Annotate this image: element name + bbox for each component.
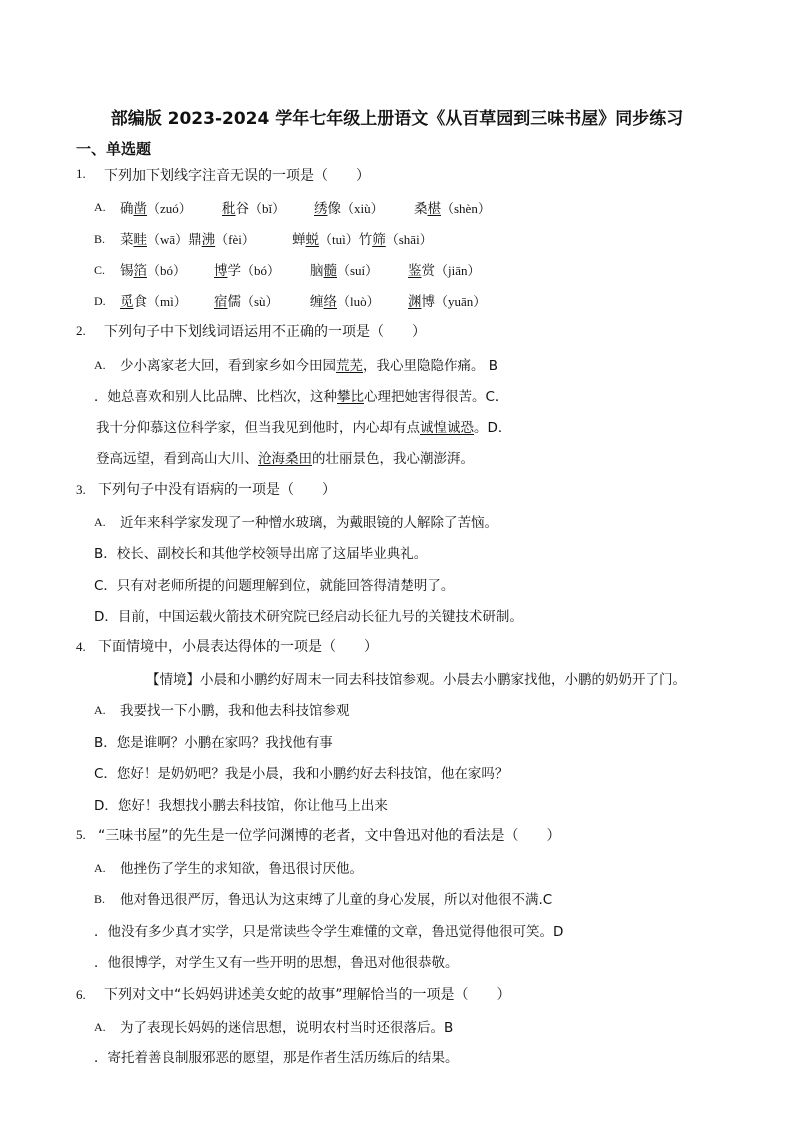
section-heading: 一、单选题 [76, 140, 152, 158]
option-c-item-4: 鉴赏（jiān） [408, 263, 481, 279]
question-number: 1. [76, 166, 86, 181]
question-stem: 下列加下划线字注音无误的一项是（ ） [104, 168, 370, 184]
option-d-text: D．您好！我想找小鹏去科技馆，你让他马上出来 [94, 798, 388, 814]
option-label: B. [94, 232, 106, 246]
option-d-item-2: 宿儒（sù） [214, 294, 279, 310]
option-a-item-4: 桑椹（shèn） [414, 201, 491, 217]
option-label: A. [94, 515, 106, 529]
option-d-text: ．他很博学，对学生又有一些开明的思想，鲁迅对他很恭敬。 [94, 955, 459, 971]
option-a-text: 为了表现长妈妈的迷信思想，说明农村当时还很落后。B [120, 1020, 454, 1036]
question-number: 6. [76, 987, 86, 1002]
option-d-item-3: 缠络（luò） [310, 294, 380, 310]
option-label: A. [94, 358, 106, 372]
option-a-text: 我要找一下小鹏，我和他去科技馆参观 [120, 703, 350, 719]
option-d-item-1: 觅食（mì） [120, 294, 187, 310]
option-b-item-2: 蝉蜕（tuì）竹筛（shāi） [292, 232, 433, 248]
option-label: A. [94, 861, 106, 875]
question-stem: 下列对文中“长妈妈讲述美女蛇的故事”理解恰当的一项是（ ） [104, 987, 511, 1003]
option-a-text: 近年来科学家发现了一种憎水玻璃，为戴眼镜的人解除了苦恼。 [120, 515, 498, 531]
option-label: A. [94, 703, 106, 717]
option-d-text: D．目前，中国运载火箭技术研究院已经启动长征九号的关键技术研制。 [94, 609, 523, 625]
option-label: D. [94, 294, 106, 308]
option-text: ．她总喜欢和别人比品牌、比档次，这种攀比心理把她害得很苦。C． [94, 389, 509, 405]
option-c-text: C．您好！是奶奶吧？我是小晨，我和小鹏约好去科技馆，他在家吗？ [94, 766, 509, 782]
question-stem: “三味书屋”的先生是一位学问渊博的老者，文中鲁迅对他的看法是（ ） [98, 828, 561, 844]
option-d-item-4: 渊博（yuān） [408, 294, 487, 310]
option-a-item-3: 绣像（xiù） [314, 201, 384, 217]
context-text: 【情境】小晨和小鹏约好周末一同去科技馆参观。小晨去小鹏家找他，小鹏的奶奶开了门。 [146, 672, 686, 688]
option-b-item-1: 菜畦（wā）鼎沸（fèi） [120, 232, 255, 248]
option-c-item-1: 锡箔（bó） [120, 263, 187, 279]
question-number: 5. [76, 827, 86, 842]
option-text: 少小离家老大回，看到家乡如今田园荒芜，我心里隐隐作痛。 B [120, 358, 499, 374]
option-text: 登高远望，看到高山大川、沧海桑田的壮丽景色，我心潮澎湃。 [96, 451, 474, 467]
option-label: B. [94, 892, 106, 906]
question-number: 2. [76, 323, 86, 338]
question-stem: 下面情境中，小晨表达得体的一项是（ ） [98, 639, 378, 655]
option-a-item-2: 秕谷（bǐ） [222, 201, 286, 217]
option-a-text: 他挫伤了学生的求知欲，鲁迅很讨厌他。 [120, 861, 363, 877]
question-stem: 下列句子中下划线词语运用不正确的一项是（ ） [104, 324, 426, 340]
option-text: 我十分仰慕这位科学家，但当我见到他时，内心却有点诚惶诚恐。D． [96, 420, 512, 436]
option-c-item-3: 脑髓（suí） [310, 263, 379, 279]
option-b-text: ．寄托着善良制服邪恶的愿望，那是作者生活历练后的结果。 [94, 1050, 459, 1066]
option-label: A. [94, 200, 106, 214]
option-b-text: B．校长、副校长和其他学校领导出席了这届毕业典礼。 [94, 546, 428, 562]
question-stem: 下列句子中没有语病的一项是（ ） [98, 482, 336, 498]
page-title: 部编版 2023-2024 学年七年级上册语文《从百草园到三味书屋》同步练习 [110, 109, 684, 129]
option-label: A. [94, 1020, 106, 1034]
question-number: 3. [76, 482, 86, 497]
option-c-item-2: 博学（bó） [214, 263, 281, 279]
option-c-text: C．只有对老师所提的问题理解到位，就能回答得清楚明了。 [94, 578, 455, 594]
option-label: C. [94, 263, 106, 277]
option-a-item-1: 确凿（zuó） [120, 201, 192, 217]
option-b-text: 他对鲁迅很严厉，鲁迅认为这束缚了儿童的身心发展，所以对他很不满.C [120, 892, 553, 908]
question-number: 4. [76, 639, 86, 654]
option-b-text: B．您是谁啊？小鹏在家吗？我找他有事 [94, 735, 333, 751]
option-c-text: ．他没有多少真才实学，只是常读些令学生难懂的文章，鲁迅觉得他很可笑。D [94, 924, 564, 940]
